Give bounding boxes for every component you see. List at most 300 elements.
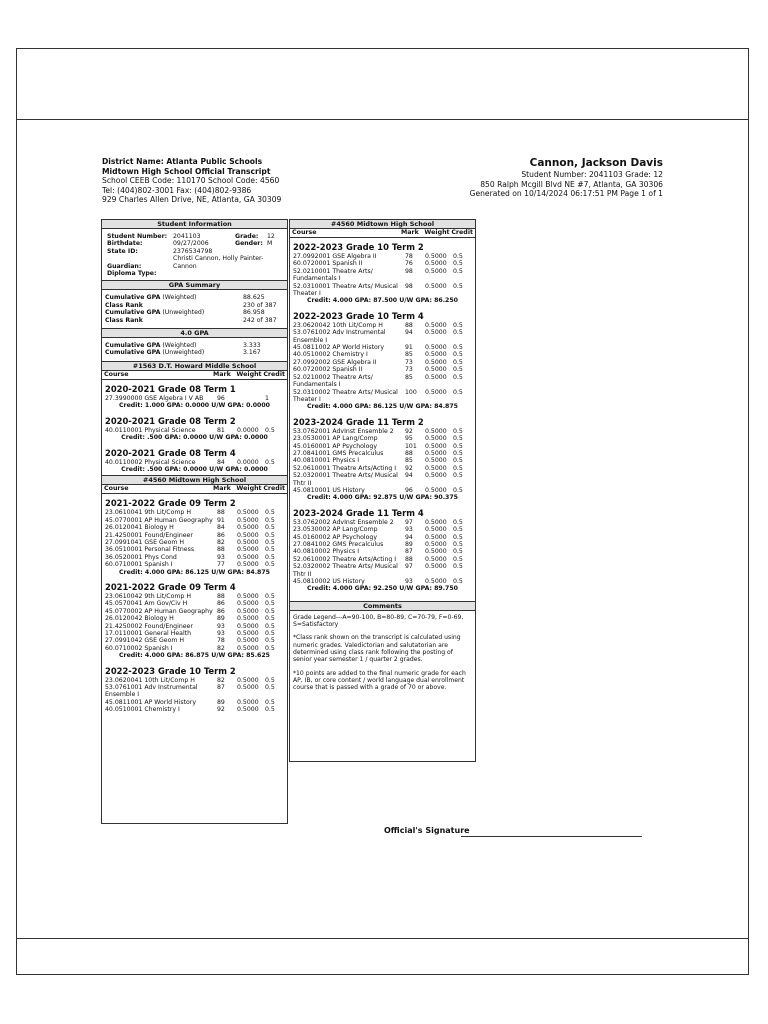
signature-line [461,836,642,837]
course-mark: 89 [405,541,413,548]
course-name: 45.0160001 AP Psychology [293,442,378,450]
course-row [102,539,287,546]
student-info [102,229,287,280]
course-row [290,428,475,435]
term-credit-summary: Credit: .500 GPA: 0.0000 U/W GPA: 0.0000 [121,434,268,442]
course-name: 21.4250001 Found/Engineer [105,531,193,539]
column-header [102,485,287,494]
comment-paragraph: *Class rank shown on the transcript is calculated using numeric grades. Valedictorian and salutatorian are determined using class rank following the posting of senior year semester 1 / quarter 2 grades. [293,634,461,664]
course-mark: 73 [405,366,413,374]
student-number-line: Student Number: 2041103 Grade: 12 [521,170,663,179]
course-name: 45.0811001 AP World History [105,698,197,706]
course-row [290,519,475,526]
course-credit: 0.5 [265,615,275,623]
course-name: 23.0610042 9th Lit/Comp H [105,592,191,600]
course-row [102,600,287,607]
course-row [290,260,475,267]
course-row [290,472,475,487]
course-credit: 0.5 [265,592,275,600]
course-row [290,487,475,494]
comments-title: Comments [290,601,475,611]
course-row [102,532,287,539]
gpa-label-suffix: (Unweighted) [160,349,205,357]
course-credit: 0.5 [265,546,275,554]
course-weight: 0.5000 [425,578,447,586]
course-credit: 0.5 [265,426,275,434]
column-header [290,229,475,238]
term-credit-summary: Credit: .500 GPA: 0.0000 U/W GPA: 0.0000 [121,465,268,473]
school-phone: Tel: (404)802-3001 Fax: (404)802-9386 [102,185,252,195]
course-row [102,630,287,637]
course-weight: 0.5000 [425,464,447,472]
term-heading: 2023-2024 Grade 11 Term 2 [293,416,424,427]
gpa-label [105,349,243,356]
course-name: 52.0310001 Theatre Arts/ Musical Theater I [293,282,398,298]
course-credit: 0.5 [453,358,463,366]
term-credit-summary: Credit: 4.000 GPA: 86.125 U/W GPA: 84.875 [307,403,458,411]
course-row [290,329,475,344]
course-credit: 0.5 [265,622,275,630]
course-credit: 0.5 [265,509,275,517]
course-credit: 0.5 [453,344,463,352]
term-credit-summary: Credit: 4.000 GPA: 87.500 U/W GPA: 86.250 [307,297,458,305]
course-mark: 101 [405,442,417,450]
student-number-label: Student Number: [107,233,168,240]
course-name: 52.0320001 Theatre Arts/ Musical Thtr II [293,472,398,487]
student-name: Cannon, Jackson Davis [529,157,663,169]
course-mark: 87 [405,548,413,556]
birthdate-label: Birthdate: [107,240,143,248]
course-name: 53.0761001 Adv Instrumental Ensemble I [105,684,198,699]
course-name: 40.0510001 Chemistry I [105,706,180,714]
course-name: 40.0810001 Physics I [293,457,360,465]
course-weight: 0.5000 [425,351,447,359]
diploma-label: Diploma Type: [107,270,157,278]
course-weight: 0.5000 [237,676,259,684]
course-credit: 0.5 [265,600,275,608]
term-heading: 2022-2023 Grade 10 Term 2 [293,242,424,252]
course-name: 60.0710002 Spanish I [105,644,173,652]
course-row [102,546,287,553]
course-weight: 0.5000 [425,457,447,465]
signature-label: Official's Signature [384,826,470,835]
course-mark: 98 [405,267,413,275]
course-credit: 0.5 [265,706,275,714]
course-name: 60.0710001 Spanish I [105,561,173,569]
course-mark: 89 [217,698,225,706]
course-name: 26.0120041 Biology H [105,524,174,532]
course-weight: 0.5000 [425,282,447,290]
course-weight: 0.5000 [237,644,259,652]
course-mark: 88 [405,449,413,457]
course-name: 40.0110001 Physical Science [105,426,196,434]
student-address: 850 Ralph Mcgill Blvd NE #7, Atlanta, GA 30306 [480,179,663,189]
course-weight: 0.5000 [425,442,447,450]
course-name: 60.0720001 Spanish II [293,260,363,268]
gpa-label-bold: Cumulative GPA [105,342,161,350]
course-name: 52.0210002 Theatre Arts/ Fundamentals I [293,373,373,389]
course-row [290,548,475,555]
course-mark: 87 [217,684,225,692]
course-mark: 78 [217,637,225,645]
course-credit: 0.5 [453,555,463,563]
course-row [290,322,475,329]
course-mark: 85 [405,351,413,359]
course-mark: 76 [405,260,413,268]
credit-col: Credit [263,485,285,493]
course-weight: 0.5000 [425,260,447,268]
course-row [102,706,287,713]
student-number-value: 2041103 [173,233,201,240]
gpa-row [105,342,283,349]
course-name: 21.4250002 Found/Engineer [105,622,193,630]
transcript-title: Midtown High School Official Transcript [102,166,271,176]
course-weight: 0.5000 [237,524,259,532]
gpa-value: 3.333 [243,342,261,350]
student-info-title: Student Information [102,220,287,229]
gpa-row [105,309,283,316]
course-row [102,608,287,615]
term-heading: 2020-2021 Grade 08 Term 4 [105,447,236,458]
guardian-label: Guardian: [107,262,142,270]
course-name: 45.0810002 US History [293,578,365,586]
course-mark: 86 [217,607,225,615]
course-mark: 82 [217,644,225,652]
middle-school-title: #1563 D.T. Howard Middle School [102,361,287,371]
course-row [102,637,287,644]
course-name: 26.0120042 Biology H [105,615,174,623]
course-weight [237,395,265,402]
course-credit: 0.5 [453,388,463,396]
course-credit: 0.5 [265,531,275,539]
course-credit: 0.5 [453,282,463,290]
term-credit-summary: Credit: 4.000 GPA: 92.250 U/W GPA: 89.750 [307,585,458,593]
course-row [290,450,475,457]
mark-col: Mark [213,370,231,378]
birthdate-value: 09/27/2006 [173,240,209,248]
course-mark: 84 [217,458,225,466]
course-weight: 0.5000 [425,344,447,352]
course-mark: 93 [217,553,225,561]
student-header [470,157,663,199]
course-weight: 0.5000 [237,615,259,623]
grade-value: 12 [267,233,275,240]
course-row [290,465,475,472]
course-name: 23.0530001 AP Lang/Comp [293,435,378,443]
course-row [290,253,475,260]
course-weight: 0.5000 [425,329,447,337]
course-credit: 0.5 [265,676,275,684]
term-heading: 2021-2022 Grade 09 Term 4 [105,581,236,592]
course-credit: 0.5 [265,553,275,561]
comment-paragraph: *10 points are added to the final numeric grade for each AP, IB, or core content / world language dual enrollment course that is passed with a grade of 70 or above. [293,669,466,692]
course-row [290,443,475,450]
course-weight: 0.5000 [425,486,447,494]
course-credit: 0.5 [453,329,463,337]
course-mark: 86 [217,531,225,539]
course-row [102,699,287,706]
term-heading: 2022-2023 Grade 10 Term 2 [105,665,236,676]
course-mark: 94 [405,533,413,541]
course-credit: 0.5 [453,578,463,586]
course-col: Course [292,229,317,236]
course-row [290,351,475,358]
course-credit: 0.5 [453,366,463,374]
course-mark: 93 [405,578,413,586]
course-credit: 0.5 [265,458,275,466]
gpa-label-bold: Cumulative GPA [105,309,161,317]
gpa-label-bold: Cumulative GPA [105,349,161,357]
term-heading: 2020-2021 Grade 08 Term 2 [105,415,236,426]
course-name: 23.0610041 9th Lit/Comp H [105,509,191,517]
course-credit: 0.5 [265,644,275,652]
course-row [102,615,287,622]
course-credit: 0.5 [453,321,463,329]
course-mark: 88 [217,592,225,600]
gpa4-summary [102,338,287,361]
course-mark: 88 [405,321,413,329]
gpa-value: 86.958 [243,309,265,317]
course-name: 17.0110001 General Health [105,630,192,637]
course-weight: 0.5000 [237,592,259,600]
course-row [290,563,475,578]
gpa-summary-title: GPA Summary [102,280,287,290]
course-mark: 93 [405,526,413,534]
course-row [290,389,475,404]
course-weight: 0.5000 [425,267,447,275]
course-row [102,684,287,699]
course-weight: 0.5000 [425,533,447,541]
gpa-label [105,302,243,309]
course-weight: 0.5000 [425,358,447,366]
gender-label: Gender: [235,240,263,248]
course-weight: 0.5000 [237,607,259,615]
course-mark: 82 [217,676,225,684]
course-col: Course [104,485,129,493]
course-credit: 0.5 [265,684,275,692]
gpa-label-suffix: (Weighted) [160,294,197,302]
mark-col: Mark [213,485,231,493]
gpa-label [105,317,243,324]
weight-col: Weight [424,229,450,236]
course-name: 45.0770001 AP Human Geography [105,516,213,524]
gpa4-title: 4.0 GPA [102,328,287,338]
course-weight: 0.5000 [425,548,447,556]
course-name: 27.0841002 GMS Precalculus [293,541,384,548]
term-heading: 2022-2023 Grade 10 Term 4 [293,310,424,321]
term-credit-summary: Credit: 4.000 GPA: 86.875 U/W GPA: 85.625 [119,652,270,660]
course-row [290,374,475,389]
course-row [102,395,287,402]
course-row [102,593,287,600]
course-credit: 0.5 [453,464,463,472]
course-name: 23.0620042 10th Lit/Comp H [293,321,383,329]
course-row [102,645,287,652]
course-row [102,554,287,561]
course-row [290,344,475,351]
course-weight: 0.5000 [425,321,447,329]
guardian-value: Christi Cannon, Holly Painter-Cannon [173,255,264,270]
course-credit: 0.5 [453,253,463,260]
course-row [290,268,475,283]
course-credit: 0.5 [265,637,275,645]
course-weight: 0.5000 [237,509,259,517]
gpa-label-bold: Class Rank [105,316,143,324]
course-weight: 0.5000 [237,684,259,692]
course-name: 52.0610001 Theatre Arts/Acting I [293,464,397,472]
course-mark: 89 [217,615,225,623]
course-name: 45.0810001 US History [293,486,365,494]
credit-col: Credit [263,370,285,378]
course-credit: 0.5 [453,457,463,465]
gpa-label-bold: Cumulative GPA [105,294,161,302]
course-mark: 100 [405,388,417,396]
course-row [290,457,475,464]
high-school-terms-right [290,238,475,595]
course-mark: 92 [405,427,413,435]
course-mark: 81 [217,426,225,434]
course-name: 36.0520001 Phys Cond [105,553,177,561]
gpa-label [105,294,243,301]
course-name: 53.0762002 AdvInst Ensemble 2 [293,518,394,526]
course-weight: 0.5000 [237,538,259,546]
gpa-row [105,302,283,309]
course-weight: 0.5000 [425,563,447,571]
course-credit: 0.5 [265,607,275,615]
grade-label: Grade: [235,233,259,240]
credit-col: Credit [451,229,473,236]
course-weight: 0.5000 [237,531,259,539]
course-mark: 96 [217,394,225,402]
course-credit: 0.5 [453,442,463,450]
column-header [102,371,287,380]
course-credit: 0.5 [453,427,463,435]
gpa-label-suffix: (Weighted) [160,342,197,350]
footer-divider [16,938,749,939]
course-weight: 0.5000 [237,637,259,645]
course-name: 27.0992002 GSE Algebra II [293,358,377,366]
course-name: 52.0210001 Theatre Arts/ Fundamentals I [293,267,373,283]
course-mark: 94 [405,472,413,480]
course-weight: 0.5000 [237,698,259,706]
course-weight: 0.5000 [425,449,447,457]
course-name: 53.0761002 Adv Instrumental Ensemble I [293,329,386,344]
course-credit: 0.5 [265,698,275,706]
course-name: 45.0570041 Am Gov/Civ H [105,600,188,608]
right-column [289,219,476,762]
gpa-summary [102,290,287,328]
course-weight: 0.5000 [425,388,447,396]
gpa-value: 230 of 387 [243,301,277,309]
course-weight: 0.5000 [237,600,259,608]
school-codes: School CEEB Code: 110170 School Code: 4560 [102,176,280,186]
course-credit: 0.5 [265,561,275,569]
course-name: 27.0991041 GSE Geom H [105,538,184,546]
course-credit: 0.5 [265,524,275,532]
course-credit: 0.5 [453,472,463,480]
course-name: 45.0811002 AP World History [293,344,385,352]
course-credit: 0.5 [453,260,463,268]
school-address: 929 Charles Allen Drive, NE, Atlanta, GA 30309 [102,195,282,205]
course-mark: 73 [405,358,413,366]
term-heading: 2021-2022 Grade 09 Term 2 [105,498,236,509]
course-weight: 0.0000 [237,426,259,434]
diploma-value [173,270,283,277]
term-heading: 2023-2024 Grade 11 Term 4 [293,507,424,518]
gender-value: M [267,240,273,248]
course-weight: 0.5000 [425,518,447,526]
course-mark: 93 [217,622,225,630]
course-credit: 0.5 [265,630,275,637]
course-credit: 0.5 [453,518,463,526]
course-mark: 85 [405,373,413,381]
course-mark: 97 [405,518,413,526]
term-credit-summary: Credit: 1.000 GPA: 0.0000 U/W GPA: 0.0000 [119,402,270,410]
course-row [102,517,287,524]
course-row [290,534,475,541]
course-credit: 0.5 [453,351,463,359]
gpa-value: 88.625 [243,294,265,302]
header-divider [16,119,749,120]
course-mark: 84 [217,524,225,532]
course-mark: 92 [405,464,413,472]
mark-col: Mark [401,229,419,236]
weight-col: Weight [236,485,262,493]
course-credit: 0.5 [453,526,463,534]
high-school-title-left: #4560 Midtown High School [102,475,287,485]
course-credit: 0.5 [453,435,463,443]
course-weight: 0.5000 [237,553,259,561]
course-row [290,366,475,373]
course-mark: 96 [405,486,413,494]
course-name: 52.0610002 Theatre Arts/Acting I [293,555,397,563]
gpa-label-bold: Class Rank [105,301,143,309]
school-header [102,157,281,205]
course-mark: 93 [217,630,225,637]
course-row [290,526,475,533]
course-row [290,578,475,585]
course-name: 40.0110002 Physical Science [105,458,196,466]
course-mark: 95 [405,435,413,443]
comments-body [290,611,475,701]
course-name: 27.0992001 GSE Algebra II [293,253,377,260]
course-weight: 0.5000 [237,546,259,554]
gpa-label [105,309,243,316]
course-mark: 77 [217,561,225,569]
weight-col: Weight [236,370,262,378]
course-col: Course [104,370,129,378]
course-name: 27.0991042 GSE Geom H [105,637,184,645]
course-name: 45.0770002 AP Human Geography [105,607,213,615]
course-name: 23.0620041 10th Lit/Comp H [105,676,195,684]
gpa-label-suffix: (Unweighted) [160,309,205,317]
course-credit: 0.5 [453,267,463,275]
course-mark: 85 [405,457,413,465]
course-weight: 0.5000 [425,427,447,435]
term-credit-summary: Credit: 4.000 GPA: 86.125 U/W GPA: 84.875 [119,568,270,576]
generated-line: Generated on 10/14/2024 06:17:51 PM Page 1 of 1 [469,189,663,199]
course-name: 40.0810002 Physics I [293,548,360,556]
course-row [102,677,287,684]
course-mark: 86 [217,600,225,608]
course-row [102,561,287,568]
course-row [102,509,287,516]
course-name: 27.0841001 GMS Precalculus [293,449,384,457]
course-mark: 92 [217,706,225,714]
gpa-label [105,342,243,349]
course-row [102,623,287,630]
course-mark: 98 [405,282,413,290]
